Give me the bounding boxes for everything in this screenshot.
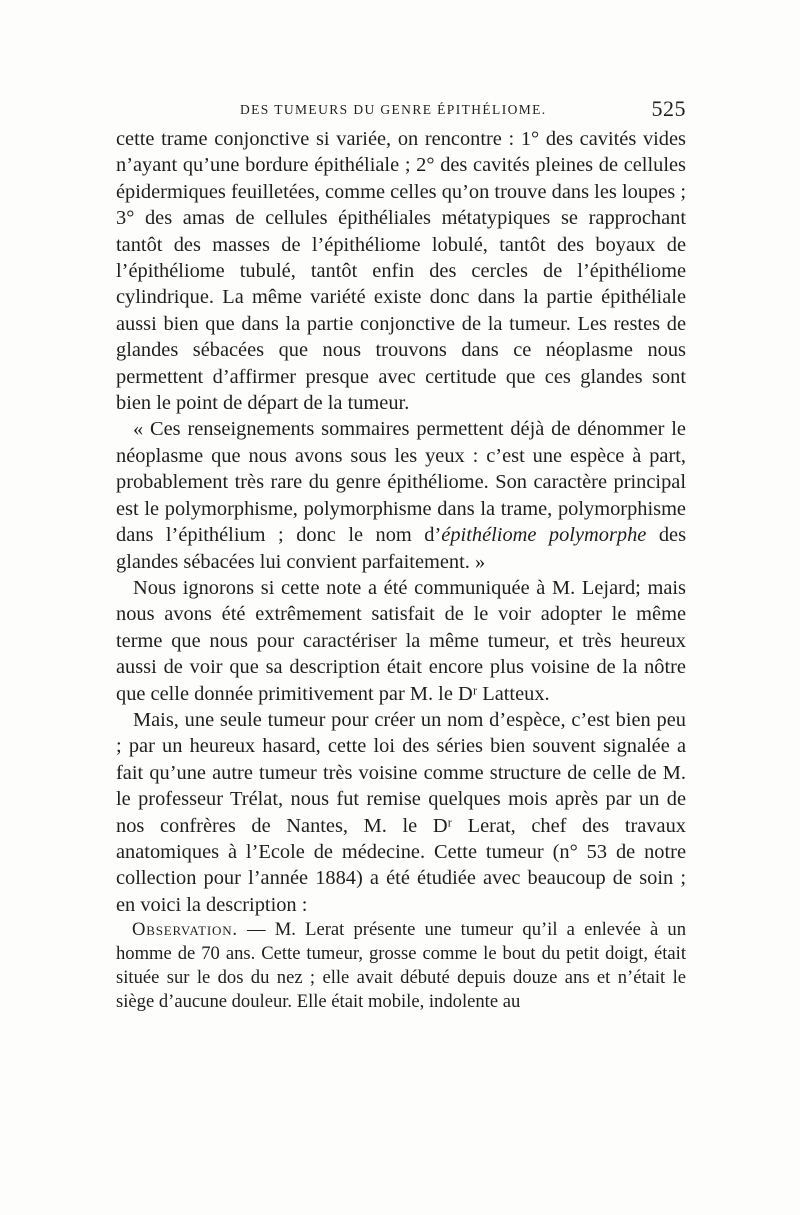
- paragraph-3: Nous ignorons si cette note a été communiquée à M. Lejard; mais nous avons été extrêmement satisfait de le voir adopter le même terme que nous pour caractériser la même tumeur, et très heureux aussi de voir que sa description était encore plus voisine de la nôtre que celle donnée primitivement par M. le Dʳ Latteux.: [116, 576, 686, 705]
- quote-text-start: « Ces renseignements sommaires permettent déjà de dénommer le néoplasme que nous avons sous les yeux : c’est une espèce à part, probablement très rare du genre épithéliome. Son caractère principal est le polymorphisme, polymorphisme dans la trame, polymorphisme dans l’épithélium ; donc le nom d’: [116, 418, 686, 547]
- paragraph-1: cette trame conjonctive si variée, on rencontre : 1° des cavités vides n’ayant qu’une bordure épithéliale ; 2° des cavités pleines de cellules épidermiques feuilletées, comme celles qu’on trouve dans les loupes ; 3° des amas de cellules épithéliales métatypiques se rapprochant tantôt des masses de l’épithéliome lobulé, tantôt des boyaux de l’épithéliome tubulé, tantôt enfin des cercles de l’épithéliome cylindrique. La même variété existe donc dans la partie épithéliale aussi bien que dans la partie conjonctive de la tumeur. Les restes de glandes sébacées que nous trouvons dans ce néoplasme nous permettent d’affirmer presque avec certitude que ces glandes sont bien le point de départ de la tumeur.: [116, 128, 686, 415]
- paragraph-2-quote: [116, 416, 686, 574]
- quote-italic-term: épithéliome polymorphe: [441, 524, 647, 547]
- running-title: DES TUMEURS DU GENRE ÉPITHÉLIOME.: [240, 102, 547, 117]
- observation-label: Observation.: [132, 919, 238, 941]
- page-number: 525: [651, 96, 686, 121]
- observation-paragraph: [116, 918, 686, 1013]
- paragraph-4: Mais, une seule tumeur pour créer un nom d’espèce, c’est bien peu ; par un heureux hasard, cette loi des séries bien souvent signalée a fait qu’une autre tumeur très voisine comme structure de celle de M. le professeur Trélat, nous fut remise quelques mois après par un de nos confrères de Nantes, M. le Dʳ Lerat, chef des travaux anatomiques à l’Ecole de médecine. Cette tumeur (n° 53 de notre collection pour l’année 1884) a été étudiée avec beaucoup de soin ; en voici la description :: [116, 708, 686, 916]
- observation-text: — M. Lerat présente une tumeur qu’il a enlevée à un homme de 70 ans. Cette tumeur, grosse comme le bout du petit doigt, était située sur le dos du nez ; elle avait débuté depuis douze ans et n’était le siège d’aucune douleur. Elle était mobile, indolente au: [116, 919, 686, 1012]
- page-body: [116, 126, 686, 1013]
- quote-text-end: des glandes sébacées lui convient parfaitement. »: [116, 524, 687, 573]
- page-header: [116, 96, 686, 126]
